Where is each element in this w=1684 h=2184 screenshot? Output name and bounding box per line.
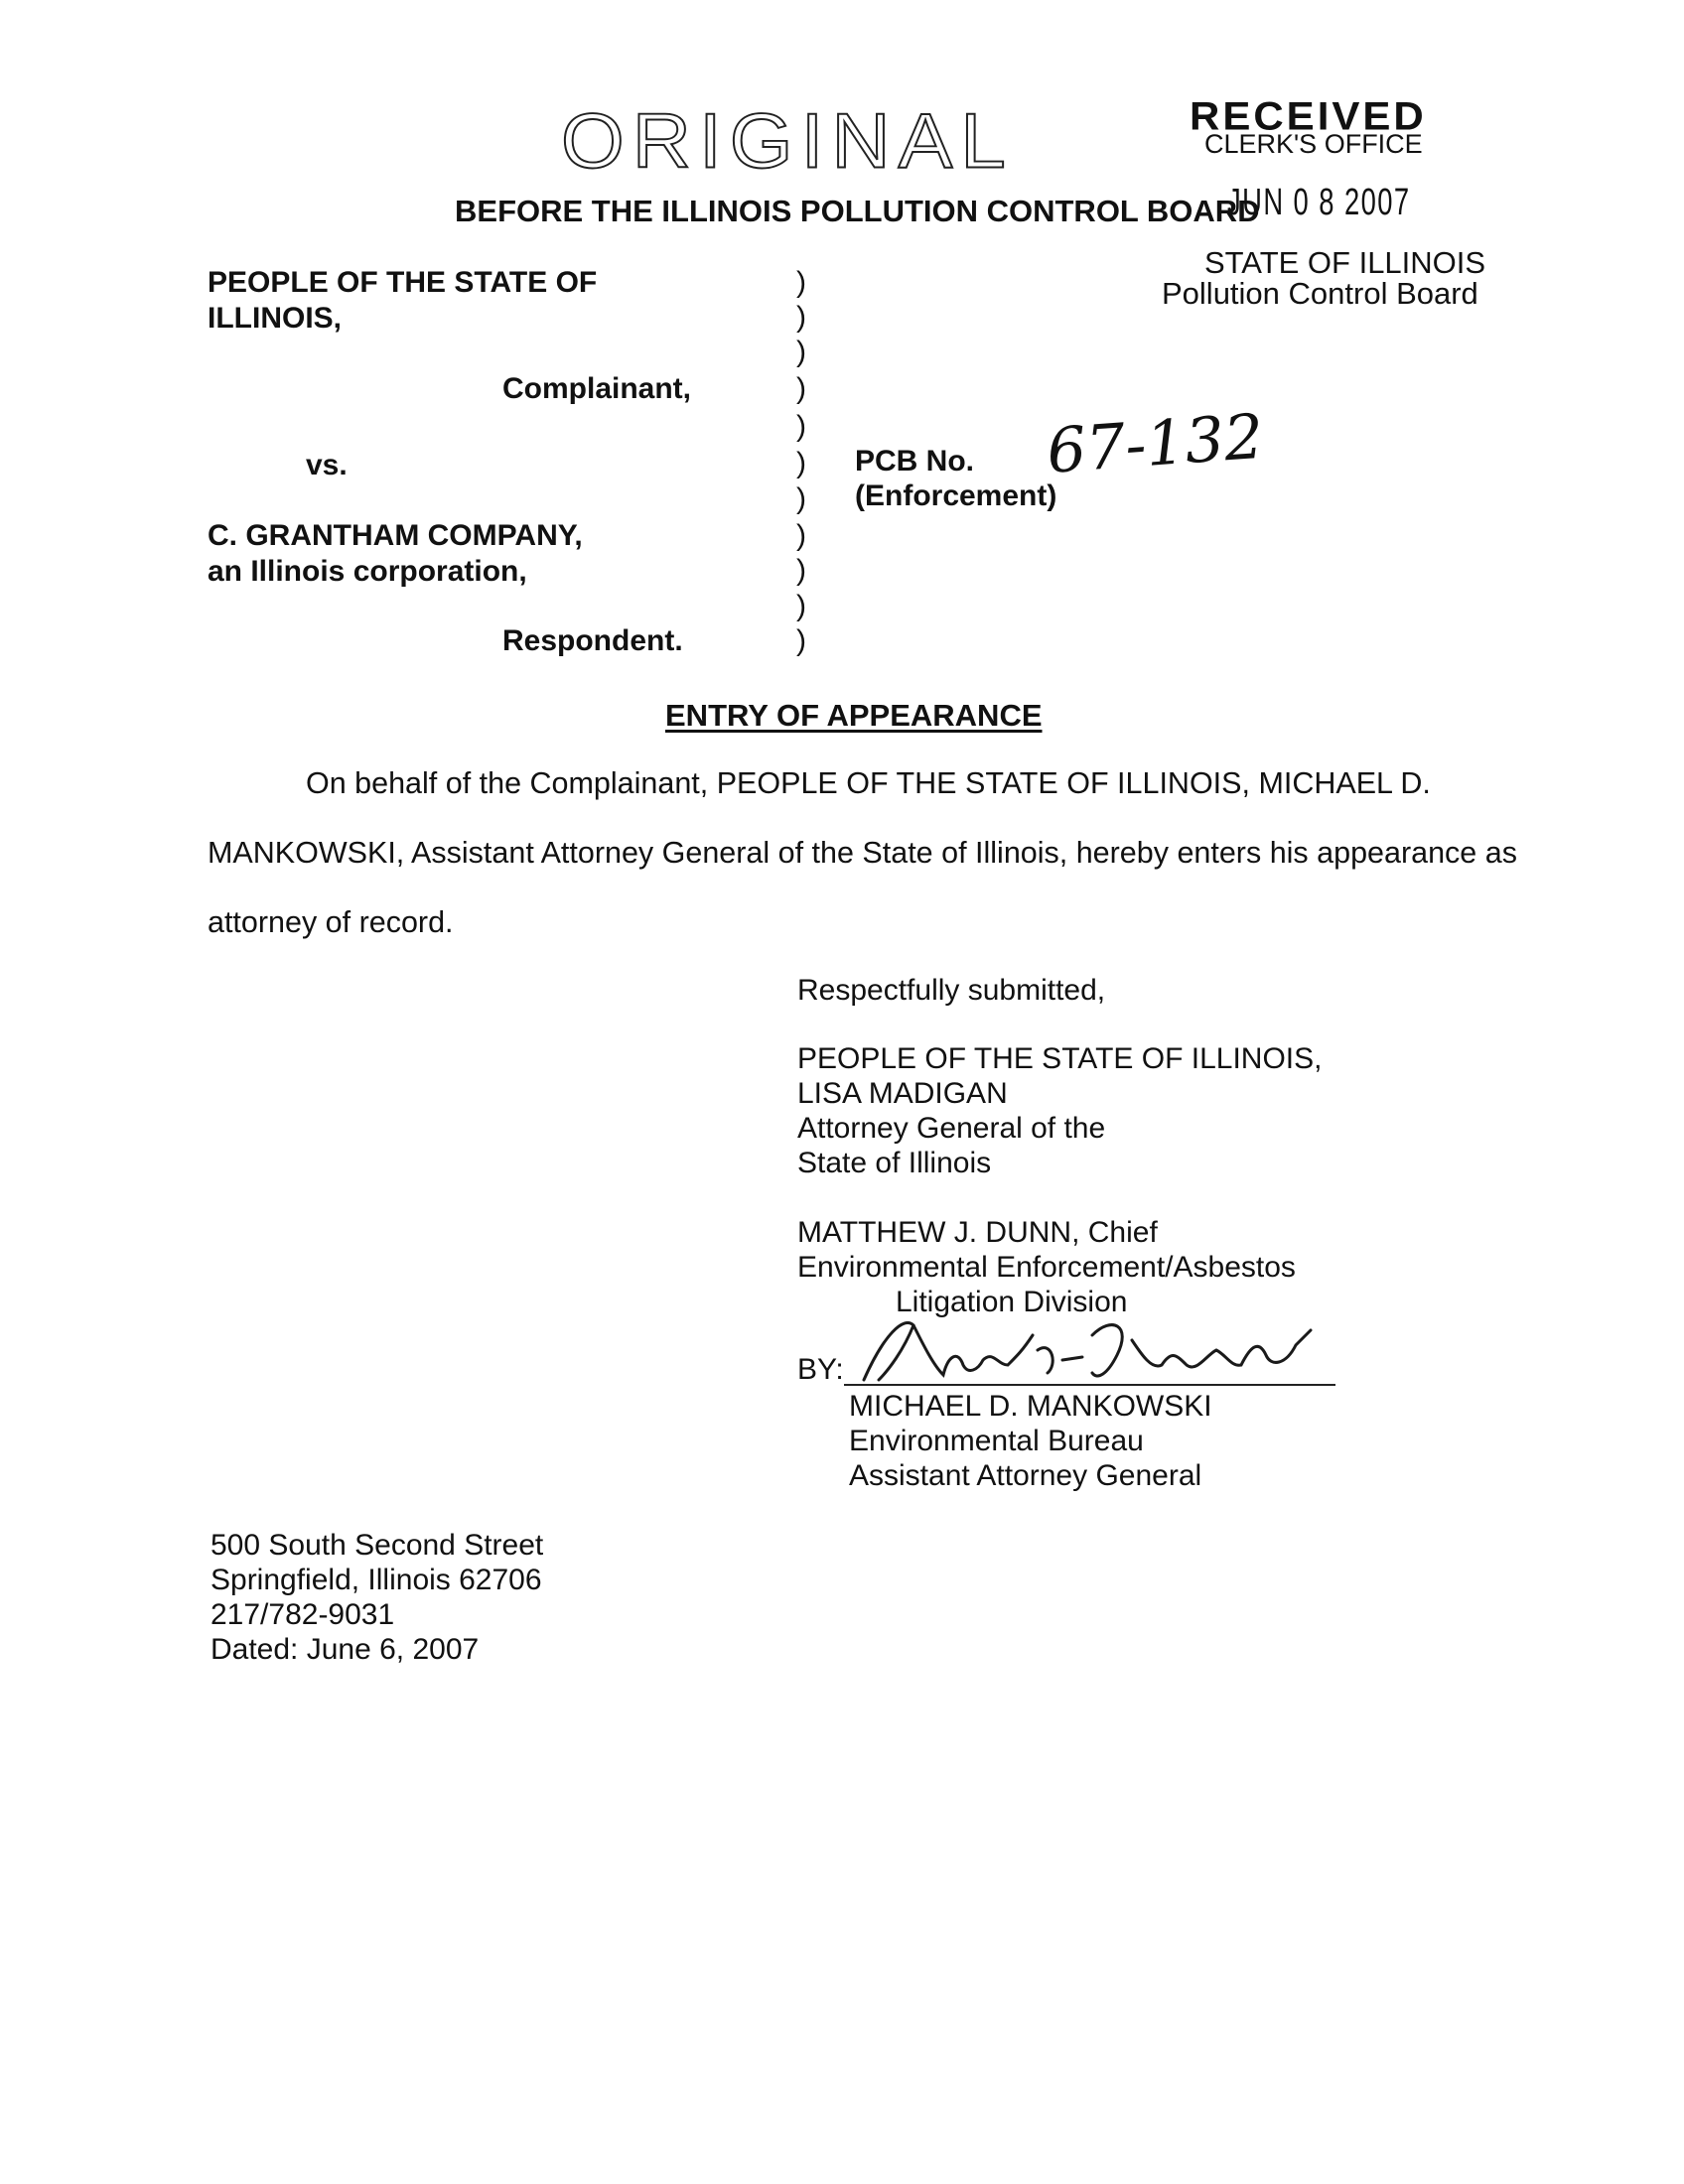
respondent-name-line1: C. GRANTHAM COMPANY, — [208, 519, 583, 552]
signer-title: Assistant Attorney General — [849, 1459, 1202, 1492]
caption-paren: ) — [796, 590, 806, 622]
signature-line — [844, 1384, 1335, 1386]
by-label: BY: — [797, 1353, 844, 1386]
ag-name: LISA MADIGAN — [797, 1077, 1008, 1110]
caption-paren: ) — [796, 624, 806, 657]
caption-paren: ) — [796, 266, 806, 299]
body-line-3: attorney of record. — [208, 905, 454, 939]
original-stamp: ORIGINAL — [561, 98, 1014, 185]
address-phone: 217/782-9031 — [210, 1598, 395, 1631]
closing: Respectfully submitted, — [797, 974, 1106, 1007]
division-line1: Environmental Enforcement/Asbestos — [797, 1251, 1296, 1284]
body-line-2: MANKOWSKI, Assistant Attorney General of the State of Illinois, hereby enters his appearance as — [208, 836, 1517, 870]
complainant-role: Complainant, — [502, 372, 692, 405]
chief-name: MATTHEW J. DUNN, Chief — [797, 1216, 1158, 1249]
dated: Dated: June 6, 2007 — [210, 1633, 480, 1666]
signer-bureau: Environmental Bureau — [849, 1425, 1144, 1457]
address-street: 500 South Second Street — [210, 1529, 544, 1562]
ag-title-line1: Attorney General of the — [797, 1112, 1106, 1145]
caption-paren: ) — [796, 447, 806, 479]
address-city: Springfield, Illinois 62706 — [210, 1564, 542, 1596]
body-line-1: On behalf of the Complainant, PEOPLE OF THE STATE OF ILLINOIS, MICHAEL D. — [306, 766, 1431, 800]
pcb-label: PCB No. — [855, 445, 974, 478]
caption-paren: ) — [796, 336, 806, 368]
board-title: BEFORE THE ILLINOIS POLLUTION CONTROL BOARD — [455, 194, 1260, 228]
caption-paren: ) — [796, 482, 806, 515]
party-name: PEOPLE OF THE STATE OF ILLINOIS, — [797, 1042, 1323, 1075]
caption-paren: ) — [796, 410, 806, 443]
complainant-name-line1: PEOPLE OF THE STATE OF — [208, 266, 598, 299]
respondent-role: Respondent. — [502, 624, 683, 657]
case-type: (Enforcement) — [855, 479, 1057, 512]
ag-title-line2: State of Illinois — [797, 1147, 992, 1179]
handwritten-signature — [844, 1296, 1340, 1390]
caption-paren: ) — [796, 554, 806, 587]
division-line2: Litigation Division — [896, 1286, 1128, 1318]
stamp-state: STATE OF ILLINOIS — [1204, 245, 1486, 280]
document-heading: ENTRY OF APPEARANCE — [665, 698, 1043, 733]
received-stamp: RECEIVED — [1190, 93, 1427, 138]
complainant-name-line2: ILLINOIS, — [208, 302, 342, 335]
versus: vs. — [306, 449, 348, 481]
caption-paren: ) — [796, 372, 806, 405]
pcb-number: 67-132 — [1045, 399, 1266, 487]
received-date: JUN 0 8 2007 — [1227, 182, 1411, 223]
clerks-office-label: CLERK'S OFFICE — [1204, 129, 1423, 159]
caption-paren: ) — [796, 301, 806, 334]
respondent-name-line2: an Illinois corporation, — [208, 555, 527, 588]
signer-name: MICHAEL D. MANKOWSKI — [849, 1390, 1212, 1423]
caption-paren: ) — [796, 519, 806, 552]
stamp-board: Pollution Control Board — [1162, 276, 1478, 311]
